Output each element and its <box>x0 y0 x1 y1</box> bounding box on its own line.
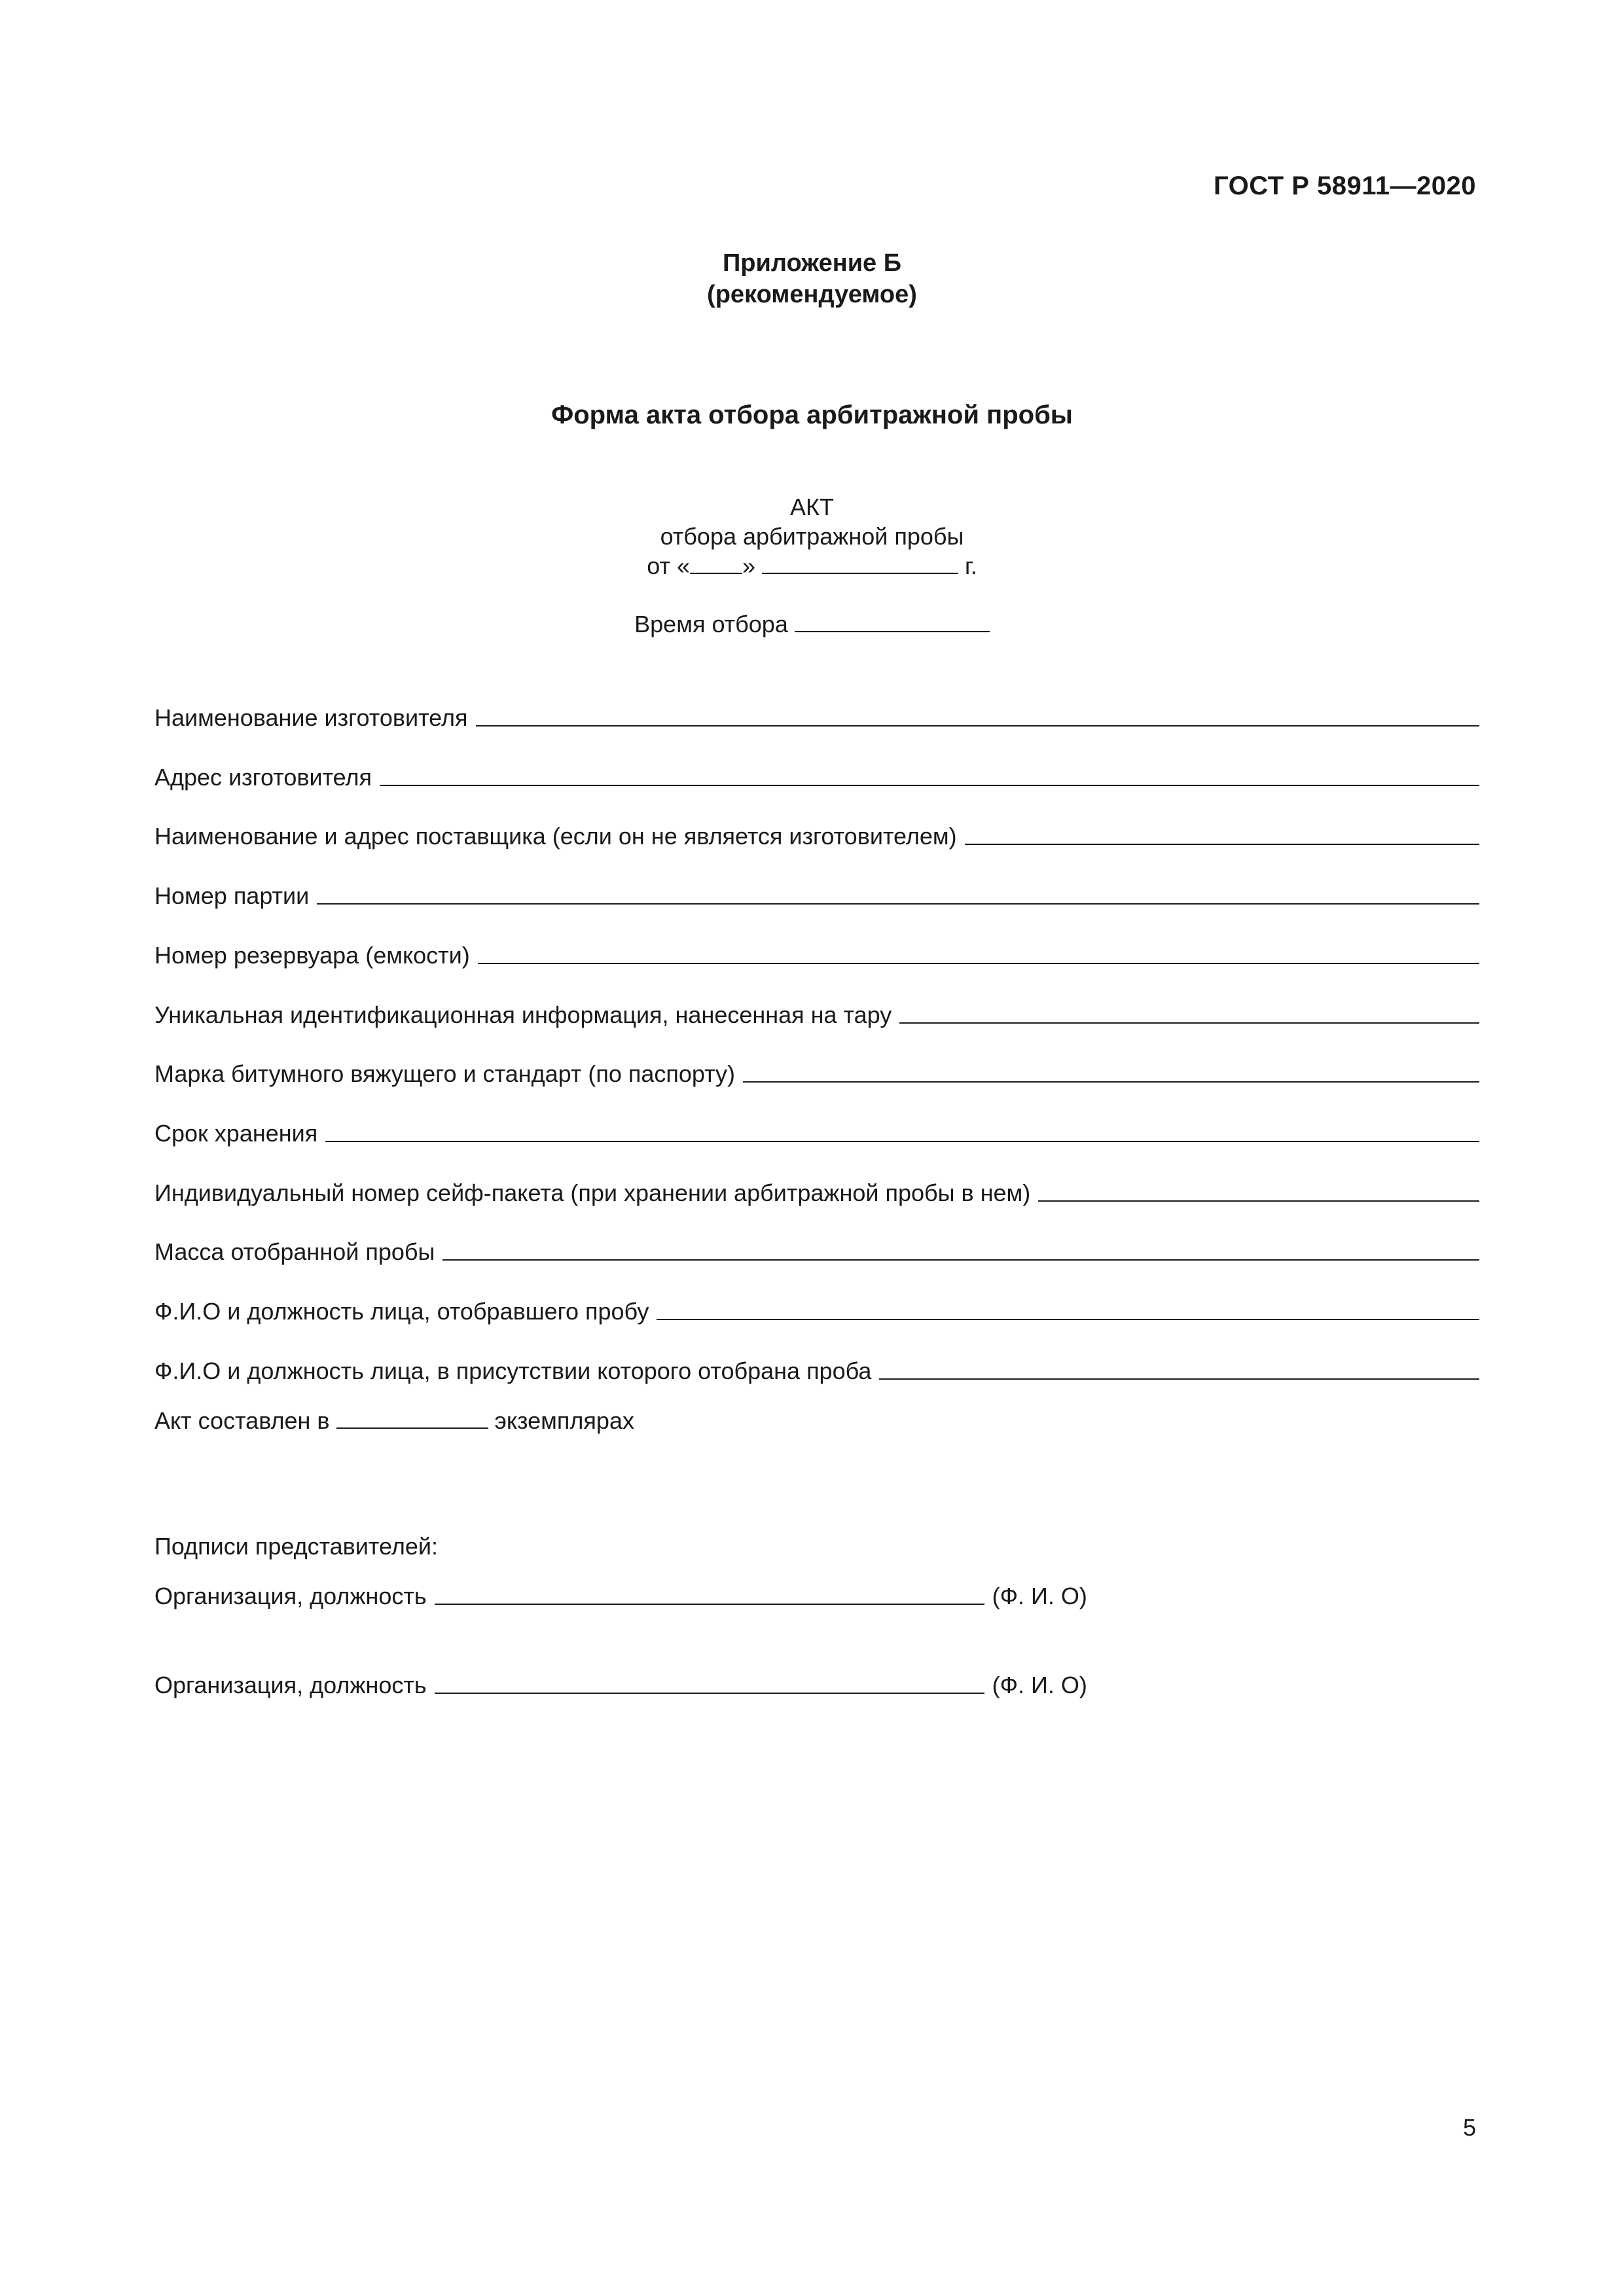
signature-fio-label: (Ф. И. О) <box>992 1672 1087 1698</box>
signature-row <box>154 1583 1087 1610</box>
form-field-label: Ф.И.О и должность лица, отобравшего пробу <box>154 1298 649 1325</box>
form-field-blank[interactable] <box>325 1141 1479 1142</box>
form-field-label: Ф.И.О и должность лица, в присутствии которого отобрана проба <box>154 1357 872 1384</box>
form-field-label: Адрес изготовителя <box>154 764 372 791</box>
form-field-blank[interactable] <box>380 785 1479 786</box>
appendix-heading <box>0 247 1624 310</box>
form-field-row <box>154 878 1479 910</box>
form-field-row <box>154 1175 1479 1207</box>
form-field-row <box>154 1354 1479 1385</box>
signature-blank[interactable] <box>435 1673 984 1694</box>
form-field-blank[interactable] <box>442 1259 1479 1261</box>
act-heading-block <box>0 492 1624 581</box>
signature-org-label: Организация, должность <box>154 1583 427 1609</box>
form-field-row <box>154 997 1479 1029</box>
form-field-label: Наименование и адрес поставщика (если он не является изготовителем) <box>154 823 957 850</box>
act-subtitle: отбора арбитражной пробы <box>660 523 964 550</box>
form-field-row <box>154 1234 1479 1266</box>
form-field-blank[interactable] <box>657 1319 1479 1320</box>
form-field-row <box>154 700 1479 732</box>
appendix-title: Приложение Б <box>722 249 902 277</box>
month-year-blank[interactable] <box>762 553 958 574</box>
form-field-label: Масса отобранной пробы <box>154 1238 435 1265</box>
form-field-row <box>154 1294 1479 1325</box>
form-field-blank[interactable] <box>476 725 1480 726</box>
form-field-blank[interactable] <box>879 1378 1479 1380</box>
date-suffix: г. <box>965 552 977 579</box>
form-field-row <box>154 760 1479 791</box>
form-field-label: Срок хранения <box>154 1120 318 1147</box>
form-field-blank[interactable] <box>478 963 1479 964</box>
form-field-label: Индивидуальный номер сейф-пакета (при хранении арбитражной пробы в нем) <box>154 1179 1031 1206</box>
form-field-label: Номер партии <box>154 882 310 909</box>
standard-number: ГОСТ Р 58911—2020 <box>1214 171 1476 200</box>
copies-suffix: экземплярах <box>494 1407 634 1434</box>
form-field-row <box>154 1116 1479 1147</box>
form-field-blank[interactable] <box>899 1022 1479 1024</box>
act-title: АКТ <box>790 493 834 520</box>
date-prefix: от « <box>647 552 690 579</box>
form-field-blank[interactable] <box>317 903 1479 905</box>
page-number: 5 <box>1462 2114 1476 2141</box>
signature-row <box>154 1672 1087 1699</box>
form-field-label: Марка битумного вяжущего и стандарт (по паспорту) <box>154 1060 736 1087</box>
sampling-time-line <box>0 611 1624 638</box>
signature-fio-label: (Ф. И. О) <box>992 1583 1087 1609</box>
form-field-blank[interactable] <box>965 844 1479 845</box>
date-mid: » <box>742 552 755 579</box>
form-field-row <box>154 819 1479 850</box>
form-field-label: Уникальная идентификационная информация, нанесенная на тару <box>154 1001 892 1028</box>
form-title: Форма акта отбора арбитражной пробы <box>551 401 1073 429</box>
signatures-title: Подписи представителей: <box>154 1533 438 1560</box>
form-field-row <box>154 1056 1479 1088</box>
form-field-blank[interactable] <box>1038 1200 1479 1202</box>
signature-blank[interactable] <box>435 1584 984 1605</box>
copies-line <box>154 1407 634 1435</box>
sampling-time-label: Время отбора <box>634 611 788 637</box>
appendix-status: (рекомендуемое) <box>707 281 917 308</box>
copies-prefix: Акт составлен в <box>154 1407 330 1434</box>
form-field-label: Номер резервуара (емкости) <box>154 942 470 969</box>
act-date-line <box>0 551 1624 581</box>
sampling-time-blank[interactable] <box>795 611 990 632</box>
day-blank[interactable] <box>690 553 742 574</box>
form-field-blank[interactable] <box>743 1081 1479 1083</box>
form-field-row <box>154 938 1479 969</box>
copies-count-blank[interactable] <box>336 1408 488 1429</box>
form-field-label: Наименование изготовителя <box>154 704 468 731</box>
signature-org-label: Организация, должность <box>154 1672 427 1698</box>
